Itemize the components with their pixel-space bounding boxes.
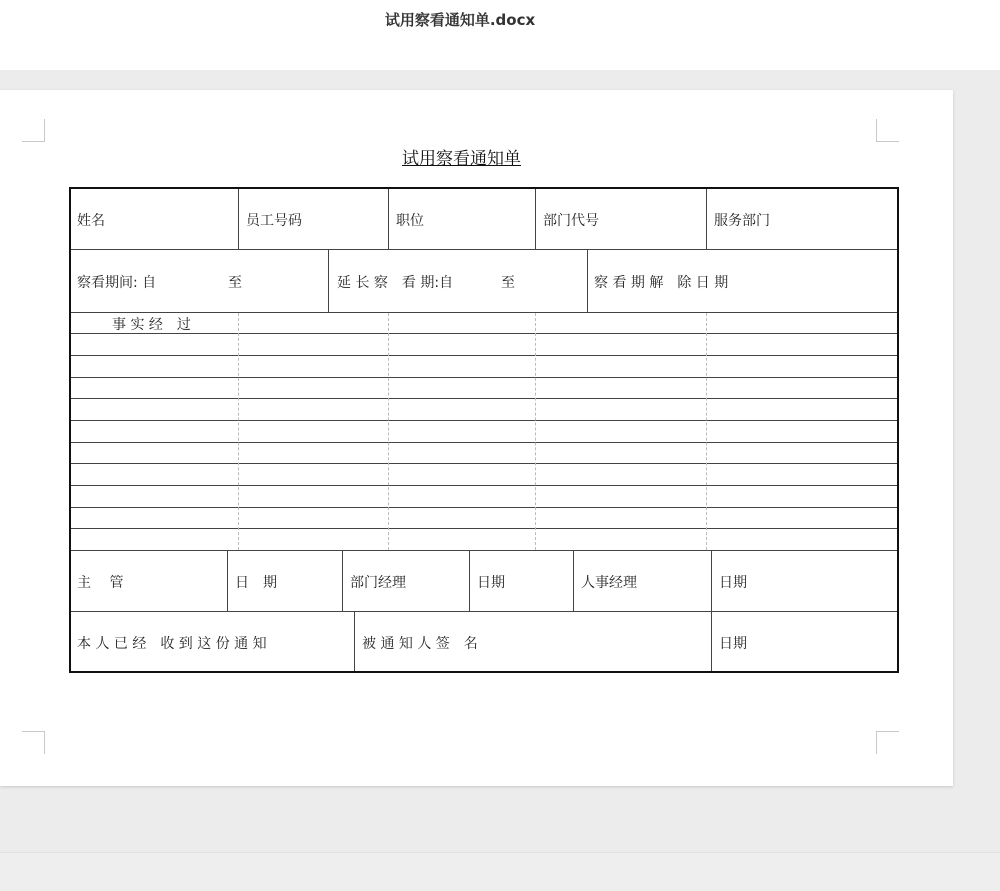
name-label: 姓名: [77, 213, 105, 229]
release-date-label: 察 看 期 解 除 日 期: [594, 275, 729, 291]
row-divider: [71, 611, 897, 612]
extended-period-to: 至: [501, 275, 515, 291]
form-heading: 试用察看通知单: [402, 149, 521, 169]
col-divider: [388, 189, 389, 249]
fact-line: [71, 420, 897, 421]
signee-label: 被 通 知 人 签 名: [362, 636, 478, 652]
margin-corner-bottom-right: [876, 731, 899, 754]
row-divider: [71, 312, 897, 313]
bottom-bar: [0, 852, 1000, 891]
probation-period-to: 至: [228, 275, 242, 291]
extended-period-label: 延 长 察 看 期:自: [337, 275, 454, 291]
acknowledge-label: 本 人 已 经 收 到 这 份 通 知: [77, 636, 267, 652]
probation-period-label: 察看期间: 自: [77, 275, 157, 291]
col-divider: [535, 189, 536, 249]
service-dept-label: 服务部门: [714, 213, 770, 229]
supervisor-date-label: 日 期: [235, 575, 277, 591]
col-divider: [587, 250, 588, 312]
dashed-guide: [238, 313, 239, 550]
document-filename: 试用察看通知单.docx: [384, 11, 536, 29]
fact-line: [71, 377, 897, 378]
facts-label: 事 实 经 过: [112, 317, 191, 333]
margin-corner-bottom-left: [22, 731, 45, 754]
dashed-guide: [388, 313, 389, 550]
col-divider: [469, 551, 470, 611]
col-divider: [238, 189, 239, 249]
receipt-date-label: 日期: [719, 636, 747, 652]
col-divider: [227, 551, 228, 611]
col-divider: [328, 250, 329, 312]
fact-line: [71, 507, 897, 508]
col-divider: [573, 551, 574, 611]
col-divider: [711, 612, 712, 671]
col-divider: [706, 189, 707, 249]
position-label: 职位: [396, 213, 424, 229]
fact-line: [71, 485, 897, 486]
dept-code-label: 部门代号: [543, 213, 599, 229]
row-divider: [71, 550, 897, 551]
supervisor-label: 主 管: [77, 575, 124, 591]
col-divider: [342, 551, 343, 611]
probation-form-table: [69, 187, 899, 673]
fact-line: [71, 463, 897, 464]
hr-manager-label: 人事经理: [581, 575, 637, 591]
row-divider: [71, 249, 897, 250]
fact-line: [71, 442, 897, 443]
fact-line: [71, 333, 897, 334]
fact-line: [71, 528, 897, 529]
hr-manager-date-label: 日期: [719, 575, 747, 591]
title-bar: [0, 0, 1000, 70]
dept-manager-date-label: 日期: [477, 575, 505, 591]
dept-manager-label: 部门经理: [350, 575, 406, 591]
margin-corner-top-left: [22, 119, 45, 142]
employee-id-label: 员工号码: [246, 213, 302, 229]
fact-line: [71, 398, 897, 399]
col-divider: [354, 612, 355, 671]
dashed-guide: [706, 313, 707, 550]
margin-corner-top-right: [876, 119, 899, 142]
document-page[interactable]: [0, 90, 953, 786]
fact-line: [71, 355, 897, 356]
dashed-guide: [535, 313, 536, 550]
col-divider: [711, 551, 712, 611]
